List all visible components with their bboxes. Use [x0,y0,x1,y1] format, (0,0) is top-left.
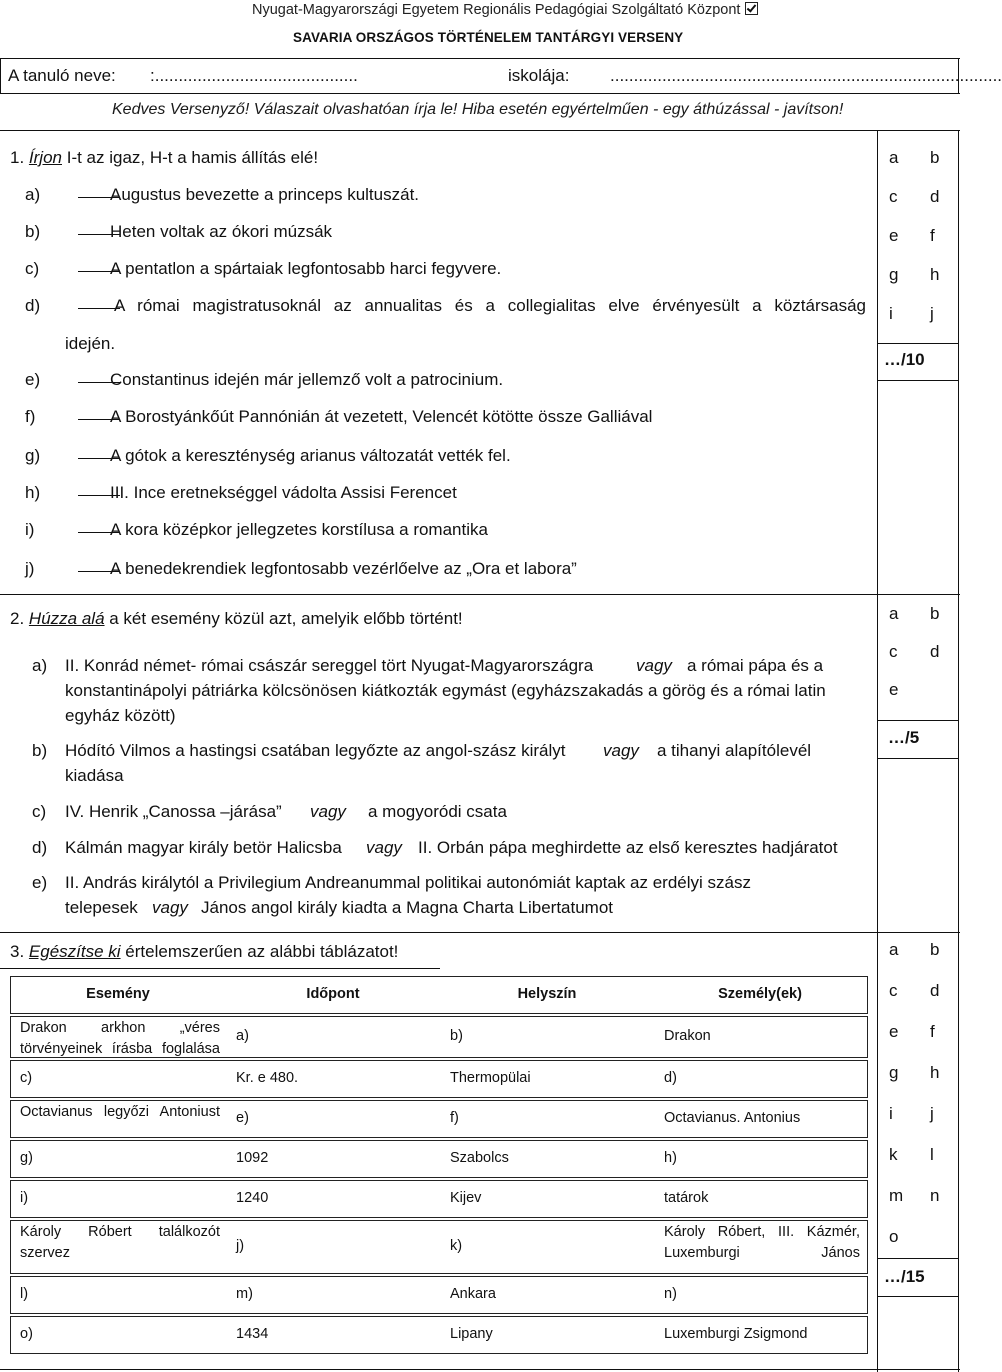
student-name-field[interactable]: :........................................... [150,66,358,85]
task1-item-letter: j) [25,559,35,578]
task1-item-letter: d) [25,296,41,315]
table-cell[interactable]: d) [664,1070,677,1086]
table-cell: Ankara [450,1286,496,1302]
table-cell[interactable]: a) [236,1028,249,1044]
task3-score-letter: f [930,1022,935,1041]
task2-item-alt[interactable]: a tihanyi alapítólevél [657,741,812,760]
task2-item-letter: a) [32,656,48,675]
task1-score-letter: e [889,226,899,245]
task2-score: …/5 [888,728,920,747]
task1-item-text: A Borostyánkőút Pannónián át vezetett, Velencét kötötte össze Galliával [110,407,653,426]
task2-item-text[interactable]: konstantinápolyi pátriárka kölcsönösen kiátkozták egymást (egyházszakadás a görög és a római latin [65,681,826,700]
table-cell: Kijev [450,1190,482,1206]
task1-item-text: A benedekrendiek legfontosabb vezérlőelve az „Ora et labora” [110,559,577,578]
task2-item-letter: e) [32,873,48,892]
table-cell: Thermopülai [450,1070,531,1086]
task2-vagy: vagy [636,656,672,675]
institution-header: Nyugat-Magyarországi Egyetem Regionális Pedagógiai Szolgáltató Központ [252,2,758,18]
table-cell[interactable]: m) [236,1286,253,1302]
task2-score-letter: d [930,642,940,661]
task2-item-letter: c) [32,802,47,821]
task1-item-letter: e) [25,370,41,389]
table-cell: Kr. e 480. [236,1070,299,1086]
task1-item-text: Constantinus idején már jellemző volt a patrocinium. [110,370,504,389]
table-cell: Octavianus. Antonius [664,1110,801,1126]
table-cell[interactable]: g) [20,1150,33,1166]
student-name-label: A tanuló neve: [8,66,116,85]
task1-score-letter: f [930,226,935,245]
school-field[interactable]: ................................................................................... [610,66,1002,85]
task3-score-letter: d [930,981,940,1000]
task2-score-letter: b [930,604,940,623]
task1-item-text: III. Ince eretnekséggel vádolta Assisi Ferencet [110,483,457,502]
table-cell[interactable]: i) [20,1190,29,1206]
table-cell: Octavianus legyőzi Antoniust [20,1104,220,1120]
task1-item-letter: b) [25,222,41,241]
competition-title: SAVARIA ORSZÁGOS TÖRTÉNELEM TANTÁRGYI VERSENY [293,30,684,45]
task2-score-letter: e [889,680,899,699]
table-header-cell: Időpont [306,986,360,1002]
table-cell: tatárok [664,1190,709,1206]
task3-score-letter: a [889,940,899,959]
table-header-cell: Esemény [86,986,150,1002]
task1-item-letter: f) [25,407,36,426]
task2-item-alt[interactable]: a mogyoródi csata [368,802,507,821]
task2-item-text[interactable]: kiadása [65,766,124,785]
task3-score: …/15 [884,1267,925,1286]
instruction-text: Kedves Versenyző! Válaszait olvashatóan írja le! Hiba esetén egyértelműen - egy áthúzással - javítson! [112,101,844,118]
table-cell: Lipany [450,1326,493,1342]
table-cell: 1092 [236,1150,269,1166]
task1-score: …/10 [884,350,925,369]
task2-item-letter: b) [32,741,48,760]
task1-score-letter: h [930,265,940,284]
task1-score-letter: g [889,265,899,284]
table-cell: Luxemburgi Zsigmond [664,1326,808,1342]
table-cell: Károly Róbert, III. Kázmér, Luxemburgi János [664,1224,860,1261]
table-header-cell: Helyszín [517,986,577,1002]
task1-title: 1. Írjon I-t az igaz, H-t a hamis állítás elé! [10,148,319,167]
task3-score-letter: h [930,1063,940,1082]
task3-score-letter: m [889,1186,904,1205]
task2-score-letter: c [889,642,898,661]
task1-score-letter: b [930,148,940,167]
table-cell[interactable]: j) [236,1238,245,1254]
task3-title: 3. Egészítse ki értelemszerűen az alábbi táblázatot! [10,942,399,961]
task2-vagy: vagy [310,802,346,821]
task2-vagy: vagy [366,838,402,857]
task3-score-letter: c [889,981,898,1000]
task2-item-alt[interactable]: János angol király kiadta a Magna Charta Libertatumot [201,898,614,917]
school-label: iskolája: [508,66,570,85]
task1-score-letter: c [889,187,898,206]
task2-score-letter: a [889,604,899,623]
task1-item-text-cont: idején. [65,334,116,353]
task1-item-text: A gótok a kereszténység arianus változatát vették fel. [110,446,511,465]
table-cell[interactable]: f) [450,1110,459,1126]
table-cell: Drakon [664,1028,711,1044]
task1-score-letter: i [889,304,893,323]
task2-vagy: vagy [603,741,639,760]
table-cell: 1240 [236,1190,269,1206]
task1-item-text: A pentatlon a spártaiak legfontosabb harci fegyvere. [110,259,502,278]
task2-item-text[interactable]: II. Konrád német- római császár sereggel tört Nyugat-Magyarországra [65,656,594,675]
task2-item-alt[interactable]: II. Orbán pápa meghirdette az első keresztes hadjáratot [418,838,838,857]
task1-item-letter: h) [25,483,41,502]
task1-score-letter: a [889,148,899,167]
table-cell: Károly Róbert találkozót szervez [20,1224,220,1261]
table-cell[interactable]: n) [664,1286,677,1302]
checkbox-icon [745,2,758,15]
task2-item-alt[interactable]: a római pápa és a [687,656,824,675]
table-cell[interactable]: k) [450,1238,463,1254]
table-cell: Szabolcs [450,1150,509,1166]
task3-score-letter: l [930,1145,934,1164]
task1-item-text: A római magistratusoknál az annualitas és a collegialitas elve érvényesült a köztársaság [114,296,866,315]
task2-item-text[interactable]: IV. Henrik „Canossa –járása” [65,802,282,821]
table-cell: 1434 [236,1326,269,1342]
task1-score-letter: d [930,187,940,206]
task2-item-text[interactable]: II. András királytól a Privilegium Andreanummal politikai autonómiát kaptak az erdélyi szász [65,873,751,892]
task3-score-letter: e [889,1022,899,1041]
task1-item-text: Augustus bevezette a princeps kultuszát. [110,185,420,204]
table-cell[interactable]: e) [236,1110,249,1126]
task1-item-letter: i) [25,520,35,539]
task2-item-text[interactable]: Hódító Vilmos a hastingsi csatában legyőzte az angol-szász királyt [65,741,566,760]
table-cell[interactable]: c) [20,1070,33,1086]
task1-item-text: Heten voltak az ókori múzsák [110,222,333,241]
task3-score-letter: n [930,1186,940,1205]
task3-score-letter: i [889,1104,893,1123]
task3-score-letter: o [889,1227,899,1246]
task1-item-letter: g) [25,446,41,465]
task2-title: 2. Húzza alá a két esemény közül azt, amelyik előbb történt! [10,609,463,628]
task1-item-letter: a) [25,185,41,204]
task2-vagy: vagy [152,898,188,917]
table-cell[interactable]: o) [20,1326,33,1342]
table-header-cell: Személy(ek) [718,986,802,1002]
table-cell[interactable]: b) [450,1028,463,1044]
task2-item-letter: d) [32,838,48,857]
task3-score-letter: j [930,1104,934,1123]
task3-score-letter: k [889,1145,898,1164]
task2-item-text[interactable]: telepesek [65,898,138,917]
task3-score-letter: g [889,1063,899,1082]
task1-score-letter: j [930,304,934,323]
task1-item-letter: c) [25,259,40,278]
task2-item-text[interactable]: Kálmán magyar király betör Halicsba [65,838,342,857]
task3-score-letter: b [930,940,940,959]
task2-item-text[interactable]: egyház között) [65,706,176,725]
table-cell[interactable]: l) [20,1286,29,1302]
task1-item-text: A kora középkor jellegzetes korstílusa a romantika [110,520,488,539]
table-cell: Drakon arkhon „véres törvényeinek írásba foglalása [20,1020,220,1057]
table-cell[interactable]: h) [664,1150,677,1166]
